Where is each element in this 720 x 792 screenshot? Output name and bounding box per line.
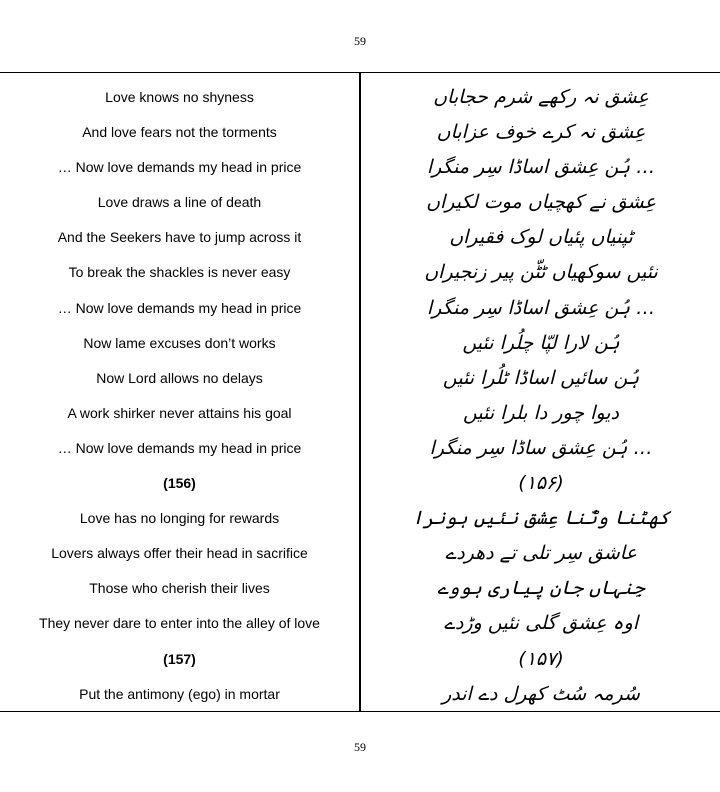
urdu-line: کھٹنا وٹّنا عِشق نئیں ہونرا (412, 507, 670, 530)
verse-row (0, 291, 720, 326)
english-line: … Now love demands my head in price (57, 439, 302, 456)
verse-row (0, 501, 720, 536)
english-line: Love knows no shyness (105, 89, 254, 105)
english-line: … Now love demands my head in price (57, 299, 302, 316)
verse-row (0, 571, 720, 606)
urdu-line: عِشق نے کھچیاں موت لکیراں (426, 191, 656, 214)
english-line: They never dare to enter into the alley of love (39, 615, 320, 632)
verse-row (0, 396, 720, 431)
verse-row (0, 536, 720, 571)
english-line: And the Seekers have to jump across it (57, 229, 302, 246)
verse-row (0, 115, 720, 150)
urdu-line: نئیں سوکھیاں ٹٹّن پیر زنجیراں (424, 261, 658, 284)
urdu-line: اوہ عِشق گلی نئیں وڑدے (443, 612, 639, 635)
verse-rows (0, 80, 720, 712)
english-line: Love has no longing for rewards (79, 510, 280, 527)
english-line: Lovers always offer their head in sacrifice (51, 545, 308, 562)
verse-row (0, 466, 720, 501)
english-line: Now Lord allows no delays (96, 369, 263, 386)
urdu-line: … ہُن عِشق ساڈا سِر منگرا (429, 436, 653, 459)
english-line: … Now love demands my head in price (57, 159, 302, 176)
urdu-line: ہُن سائیں اساڈا ٹلُرا نئیں (442, 366, 640, 389)
urdu-line: عِشق نہ کرے خوف عزاباں (436, 121, 646, 144)
english-line: Those who cherish their lives (89, 580, 270, 597)
verse-row (0, 642, 720, 677)
verse-number-english: (156) (163, 475, 196, 492)
translation-table (0, 72, 720, 712)
verse-number-english: (157) (163, 650, 196, 667)
urdu-line: … ہُن عِشق اساڈا سِر منگرا (426, 296, 656, 319)
urdu-line: ہُن لارا لپّا چلُرا نئیں (462, 331, 620, 354)
english-line: Put the antimony (ego) in mortar (79, 685, 280, 702)
english-line: And love fears not the torments (82, 124, 277, 141)
urdu-line: جِنہاں جان پیاری ہووے (437, 577, 645, 600)
verse-row (0, 326, 720, 361)
page-number-bottom: 59 (354, 740, 366, 754)
english-line: A work shirker never attains his goal (67, 404, 292, 421)
verse-row (0, 606, 720, 641)
urdu-line: … ہُن عِشق اساڈا سِر منگرا (426, 156, 656, 179)
urdu-line: عِشق نہ رکھے شرم حجاباں (433, 86, 649, 108)
verse-row (0, 185, 720, 220)
verse-row (0, 80, 720, 115)
verse-number-urdu: (۱۵۷) (518, 647, 564, 670)
verse-row (0, 220, 720, 255)
english-line: Now lame excuses don’t works (83, 334, 276, 351)
page-number-top: 59 (354, 34, 366, 48)
verse-row (0, 431, 720, 466)
english-line: To break the shackles is never easy (68, 264, 291, 281)
english-line: Love draws a line of death (97, 194, 262, 211)
urdu-line: دیوا چور دا بلرا نئیں (462, 401, 620, 424)
verse-number-urdu: (۱۵۶) (518, 472, 564, 495)
verse-row (0, 677, 720, 712)
verse-row (0, 255, 720, 290)
urdu-line: عاشق سِر تلی تے دھردے (445, 542, 637, 565)
verse-row (0, 150, 720, 185)
urdu-line: سُرمہ سُٹ کھرل دے اندر (442, 682, 640, 705)
urdu-line: ٹپنیاں پئیاں لوک فقیراں (449, 226, 633, 249)
verse-row (0, 361, 720, 396)
